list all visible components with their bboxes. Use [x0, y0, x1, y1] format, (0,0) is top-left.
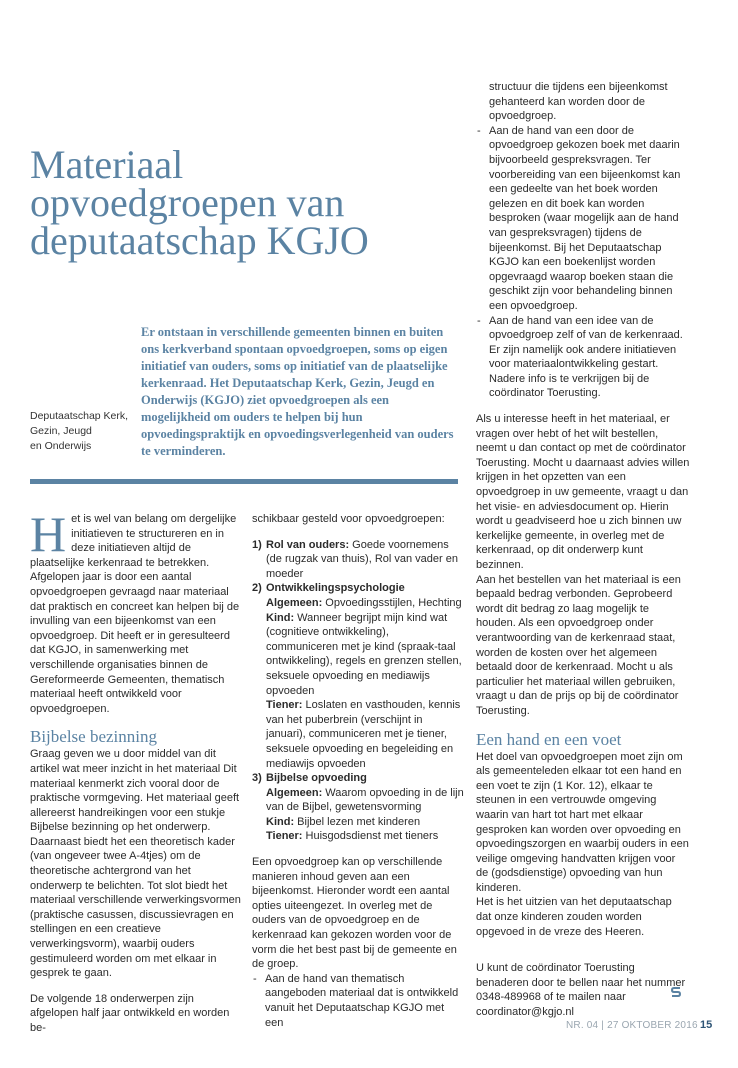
paragraph: Het doel van opvoedgroepen moet zijn om als gemeenteleden elkaar tot een hand en een voet te zijn (1 Kor. 12), elkaar te steunen in een vertrouwde omgeving waarin van hart tot hart met elkaar gesproken kan worden over opvoeding en opvoedingszorgen en waarbij ouders in een veilige omgeving handvatten krijgen voor de (godsdienstige) opvoeding van hun kinderen.	[476, 750, 689, 894]
sub-item-text: Bijbel lezen met kinderen	[294, 815, 421, 828]
list-item	[252, 771, 464, 844]
sub-item-label: Kind:	[266, 815, 295, 828]
intro-lead: Er ontstaan in verschillende gemeenten binnen en buiten ons kerkverband spontaan opvoedgroepen, soms op eigen initiatief van ouders, soms op initiatief van de plaatselijke kerkenraad. Het Deputaatschap Kerk, Gezin, Jeugd en Onderwijs (KGJO) ziet opvoedgroepen als een mogelijkheid om ouders te helpen bij hun opvoedingspraktijk en opvoedingsverlegenheid van ouders te verminderen.	[141, 325, 454, 458]
sub-item-text: Huisgodsdienst met tieners	[302, 830, 439, 843]
topic-list	[252, 538, 464, 844]
paragraph: Als u interesse heeft in het materiaal, er vragen over hebt of het wilt bestellen, neemt u dan contact op met de coördinator Toerusting. Mocht u daarnaast advies willen krijgen in het opzetten van een opvoedgroep in uw gemeente, vraagt u dan het visie- en adviesdocument op. Hierin wordt u geadviseerd hoe u zich binnen uw kerkelijke gemeente, in overleg met de kerkenraad, op dit onderwerp kunt bezinnen.	[476, 413, 690, 571]
paragraph: De volgende 18 onderwerpen zijn afgelopen half jaar ontwikkeld en worden be-	[30, 992, 230, 1034]
bullet-text: Aan de hand van een idee van de opvoedgroep zelf of van de kerkenraad. Er zijn namelijk ook andere initiatieven voor materiaalontwikkeling gestart. Nadere info is te verkrijgen bij de coördinator Toerusting.	[489, 314, 683, 400]
issue-info: NR. 04 | 27 OKTOBER 2016	[566, 1020, 698, 1031]
bullet-dash: -	[253, 972, 257, 985]
sub-item-text: Wanneer begrijpt mijn kind wat (cognitieve ontwikkeling), communiceren met je kind (spraak-taal ontwikkeling), regels en grenzen stellen, seksuele opvoeding en mediawijs opvoeden	[266, 611, 462, 697]
section-heading-een-hand-en-een-voet: Een hand en een voet	[476, 729, 622, 749]
page-number: 15	[700, 1019, 713, 1031]
list-number: 2)	[252, 582, 262, 595]
title-line-2: opvoedgroepen van	[30, 180, 345, 225]
sub-item	[266, 698, 464, 771]
column-3	[476, 80, 690, 1020]
byline-line-3: en Onderwijs	[30, 440, 92, 452]
list-item-title: Ontwikkelingspsychologie	[266, 582, 405, 595]
list-number: 1)	[252, 538, 262, 551]
sub-item	[266, 611, 464, 699]
bullet-item	[476, 314, 690, 402]
title-line-3: deputaatschap KGJO	[30, 218, 369, 263]
article-title	[30, 142, 450, 263]
contact-paragraph: U kunt de coördinator Toerusting benaderen door te bellen naar het nummer 0348-489968 of te mailen naar coordinator@kgjo.nl	[476, 962, 686, 1019]
sub-item-text: Loslaten en vasthouden, kennis van het puberbrein (verschijnt in januari), communiceren met je tiener, seksuele opvoeding en begeleiding en mediawijs opvoeden	[266, 699, 461, 770]
paragraph	[30, 506, 245, 716]
divider-rule	[30, 479, 458, 484]
sub-item-text: Waarom opvoeding in de lijn van de Bijbel, gewetensvorming	[266, 786, 464, 814]
paragraph: Het is het uitzien van het deputaatschap dat onze kinderen zouden worden opgevoed in de vreze des Heeren.	[476, 896, 672, 938]
byline	[30, 409, 140, 454]
column-2	[252, 512, 464, 1030]
list-item-title: Bijbelse opvoeding	[266, 772, 367, 785]
sub-item-label: Tiener:	[266, 699, 303, 712]
drop-cap: H	[30, 506, 67, 562]
list-item-title: Rol van ouders:	[266, 538, 350, 551]
list-item	[252, 538, 464, 582]
section-heading-bijbelse-bezinning: Bijbelse bezinning	[30, 727, 158, 747]
bullet-item	[252, 972, 464, 1030]
sub-item-label: Algemeen:	[266, 596, 323, 609]
sub-item	[266, 829, 464, 844]
list-item-text: Goede voornemens (de rugzak van thuis), Rol van vader en moeder	[266, 538, 458, 580]
bullet-item	[476, 124, 690, 314]
sub-item-label: Algemeen:	[266, 786, 323, 799]
list-number: 3)	[252, 772, 262, 785]
list-item	[252, 581, 464, 771]
bullet-text: Aan de hand van thematisch aangeboden materiaal dat is ontwikkeld vanuit het Deputaatschap KGJO met een	[265, 972, 459, 1029]
end-of-article-icon	[670, 986, 682, 998]
bullet-dash: -	[477, 124, 481, 137]
paragraph-text: et is wel van belang om dergelijke initiatieven te structureren en in deze initiatieven altijd de plaatselijke kerkenraad te betrekken. Afgelopen jaar is door een aantal opvoedgroepen gevraagd naar materiaal dat praktisch en concreet kan helpen bij de invulling van een bijeenkomst van een opvoedgroep. Dit heeft er in geresulteerd dat KGJO, in samenwerking met verschillende organisaties binnen de Gereformeerde Gemeenten, thematisch materiaal heeft ontwikkeld voor opvoedgroepen.	[30, 513, 240, 715]
sub-item-text: Opvoedingsstijlen, Hechting	[322, 596, 462, 609]
title-line-1: Materiaal	[30, 142, 184, 187]
byline-line-1: Deputaatschap Kerk,	[30, 410, 129, 422]
bullet-text: structuur die tijdens een bijeenkomst gehanteerd kan worden door de opvoedgroep.	[489, 81, 668, 123]
bullet-text: Aan de hand van een door de opvoedgroep gekozen boek met daarin bijvoorbeeld gespreksvragen. Ter voorbereiding van een bijeenkomst kan een gedeelte van het boek worden gelezen en dit boek kan worden besproken (waar mogelijk aan de hand van gespreksvragen) tijdens de bijeenkomst. Bij het Deputaatschap KGJO kan een boekenlijst worden opgevraagd waarop boeken staan die geschikt zijn voor behandeling binnen een opvoedgroep.	[489, 124, 681, 312]
bullet-item-continued	[476, 80, 690, 124]
paragraph: schikbaar gesteld voor opvoedgroepen:	[252, 513, 445, 525]
column-1	[30, 506, 245, 1036]
sub-item-label: Tiener:	[266, 830, 303, 843]
byline-line-2: Gezin, Jeugd	[30, 425, 92, 437]
paragraph: Graag geven we u door middel van dit artikel wat meer inzicht in het materiaal Dit materiaal kenmerkt zich vooral door de praktische vormgeving. Het materiaal geeft allereerst handreikingen voor een stukje Bijbelse bezinning op het onderwerp. Daarnaast biedt het een theoretisch kader (van ongeveer twee A-4tjes) om de theoretische achtergrond van het onderwerp te belichten. Tot slot biedt het materiaal verschillende verwerkingsvormen (praktische casussen, discussievragen en stellingen en een creatieve verwerkingsvorm), waarbij ouders gestimuleerd worden om met elkaar in gesprek te gaan.	[30, 748, 241, 980]
paragraph: Aan het bestellen van het materiaal is een bepaald bedrag verbonden. Geprobeerd wordt dit bedrag zo laag mogelijk te houden. Als een opvoedgroep onder verantwoording van de kerkenraad staat, worden de kosten over het algemeen betaald door de kerkenraad. Mocht u als particulier het materiaal willen gebruiken, vraagt u dan de prijs op bij de coördinator Toerusting.	[476, 573, 681, 717]
sub-item	[266, 815, 464, 830]
sub-item-label: Kind:	[266, 611, 295, 624]
sub-item	[266, 596, 464, 611]
sub-item	[266, 786, 464, 815]
bullet-dash: -	[477, 314, 481, 327]
paragraph: Een opvoedgroep kan op verschillende manieren inhoud geven aan een bijeenkomst. Hieronder wordt een aantal opties uiteengezet. In overleg met de ouders van de opvoedgroep en de kerkenraad kan gekozen worden voor de vorm die het best past bij de gemeente en de groep.	[252, 856, 457, 971]
